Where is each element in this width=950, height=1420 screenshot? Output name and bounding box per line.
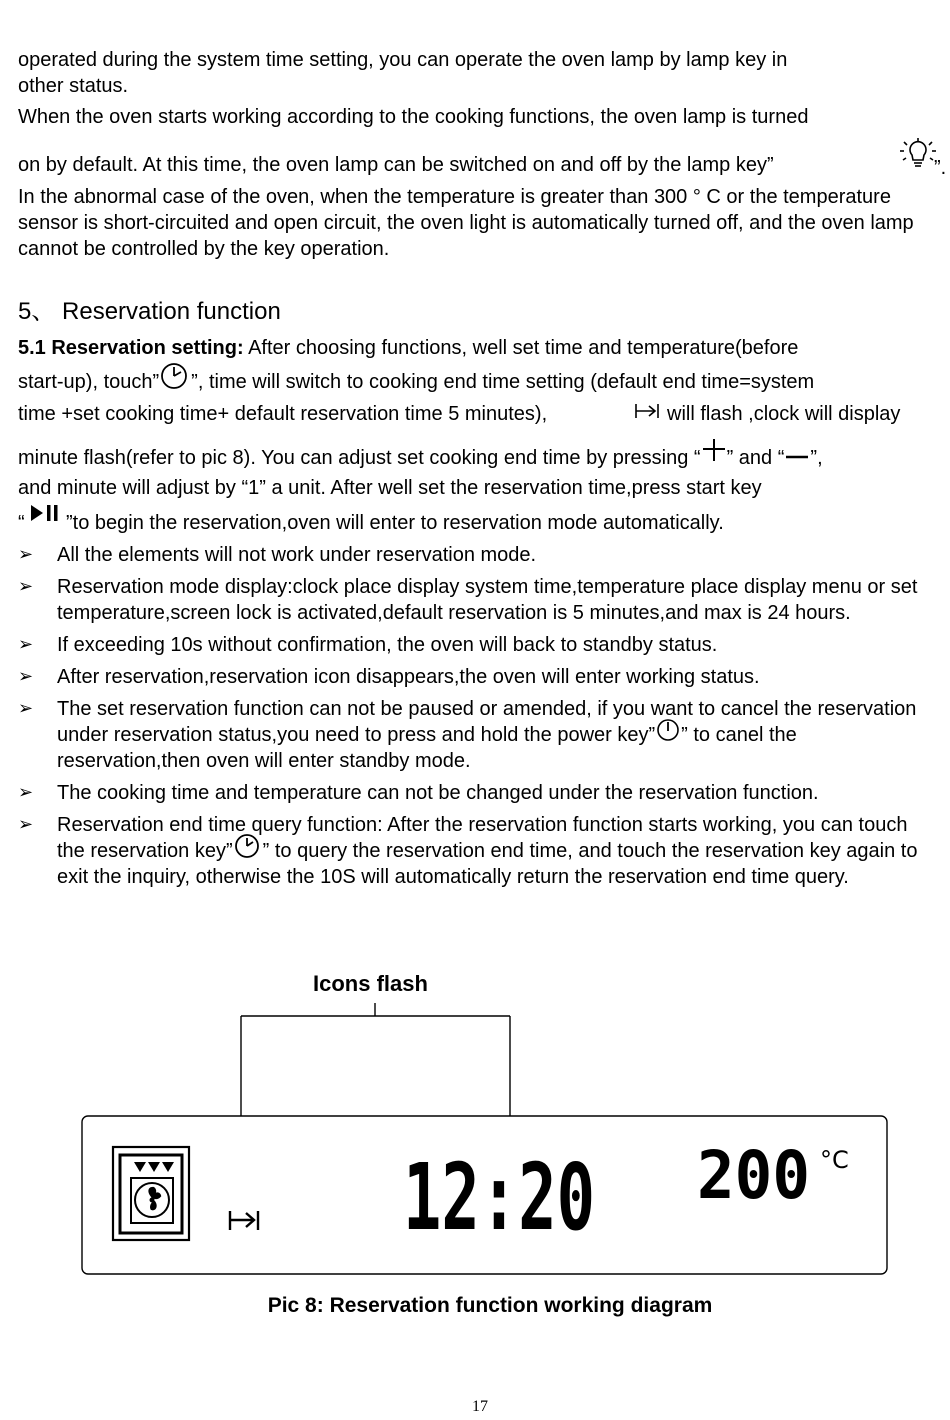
arrow-bullet-icon: ➢ bbox=[18, 698, 34, 719]
arrow-bullet-icon: ➢ bbox=[18, 814, 34, 835]
text-run: ” and “ bbox=[726, 447, 785, 469]
paragraph-line: ”to begin the reservation,oven will enter to reservation mode automatically. bbox=[66, 512, 724, 534]
text-run: ”, bbox=[810, 447, 823, 469]
callout-lines bbox=[241, 1003, 510, 1133]
paragraph: In the abnormal case of the oven, when the temperature is greater than 300 ° C or the temperature sensor is short-circuited and open circuit, the oven light is automatically turned off, and the oven lamp cannot be controlled by the key operation. bbox=[18, 186, 914, 260]
diagram-label: Icons flash bbox=[313, 971, 428, 996]
figure-caption: Pic 8: Reservation function working diagram bbox=[267, 1294, 713, 1317]
arrow-bullet-icon: ➢ bbox=[18, 634, 34, 655]
text-run: ” to query the reservation end time, and touch the reservation key again to exit the inquiry, otherwise the 10S will automatically return the reservation end time query. bbox=[57, 840, 918, 888]
page-number: 17 bbox=[472, 1398, 488, 1415]
text-run: time +set cooking time+ default reservation time 5 minutes), bbox=[18, 403, 548, 425]
arrow-bullet-icon: ➢ bbox=[18, 544, 34, 565]
paragraph-line: operated during the system time setting, you can operate the oven lamp by lamp key in bbox=[18, 49, 788, 71]
paragraph-line: ”. bbox=[934, 157, 947, 179]
paragraph-line: When the oven starts working according to the cooking functions, the oven lamp is turned bbox=[18, 106, 809, 128]
text-run: ” to canel the reservation,then oven will enter standby mode. bbox=[57, 724, 797, 772]
text-run: The set reservation function can not be paused or amended, if you want to cancel the reservation under reservation status,you need to press and hold the power key” bbox=[57, 698, 917, 746]
paragraph-line: other status. bbox=[18, 75, 129, 97]
text-run: If exceeding 10s without confirmation, the oven will back to standby status. bbox=[57, 634, 718, 656]
section-heading: 5、 Reservation function bbox=[18, 298, 281, 325]
text-run: After reservation,reservation icon disappears,the oven will enter working status. bbox=[57, 666, 760, 688]
clock-readout: 12:20 bbox=[403, 1144, 595, 1251]
text-run: After choosing functions, well set time and temperature(before bbox=[243, 337, 799, 359]
text-run: The cooking time and temperature can not be changed under the reservation function. bbox=[57, 782, 819, 804]
arrow-bullet-icon: ➢ bbox=[18, 576, 34, 597]
text-run: Reservation mode display:clock place display system time,temperature place display menu or set temperature,screen lock is activated,default reservation is 5 minutes,and max is 24 hours. bbox=[57, 576, 918, 624]
text-run: start-up), touch” bbox=[18, 371, 160, 393]
text-run: All the elements will not work under reservation mode. bbox=[57, 544, 537, 566]
arrow-bullet-icon: ➢ bbox=[18, 782, 34, 803]
text-run: on by default. At this time, the oven lamp can be switched on and off by the lamp key” bbox=[18, 154, 774, 176]
text-run: “ bbox=[18, 512, 25, 534]
text-run: ”, time will switch to cooking end time setting (default end time=system bbox=[191, 371, 815, 393]
temperature-unit: °C bbox=[820, 1146, 849, 1174]
subsection-title: 5.1 Reservation setting: bbox=[18, 337, 244, 359]
text-run: Reservation end time query function: After the reservation function starts working, you can touch the reservation key” bbox=[57, 814, 908, 862]
temperature-readout: 200 bbox=[697, 1137, 810, 1214]
paragraph-line: and minute will adjust by “1” a unit. After well set the reservation time,press start key bbox=[18, 477, 762, 499]
text-run: minute flash(refer to pic 8). You can adjust set cooking end time by pressing “ bbox=[18, 447, 701, 469]
paragraph-line: will flash ,clock will display bbox=[667, 403, 901, 425]
arrow-bullet-icon: ➢ bbox=[18, 666, 34, 687]
